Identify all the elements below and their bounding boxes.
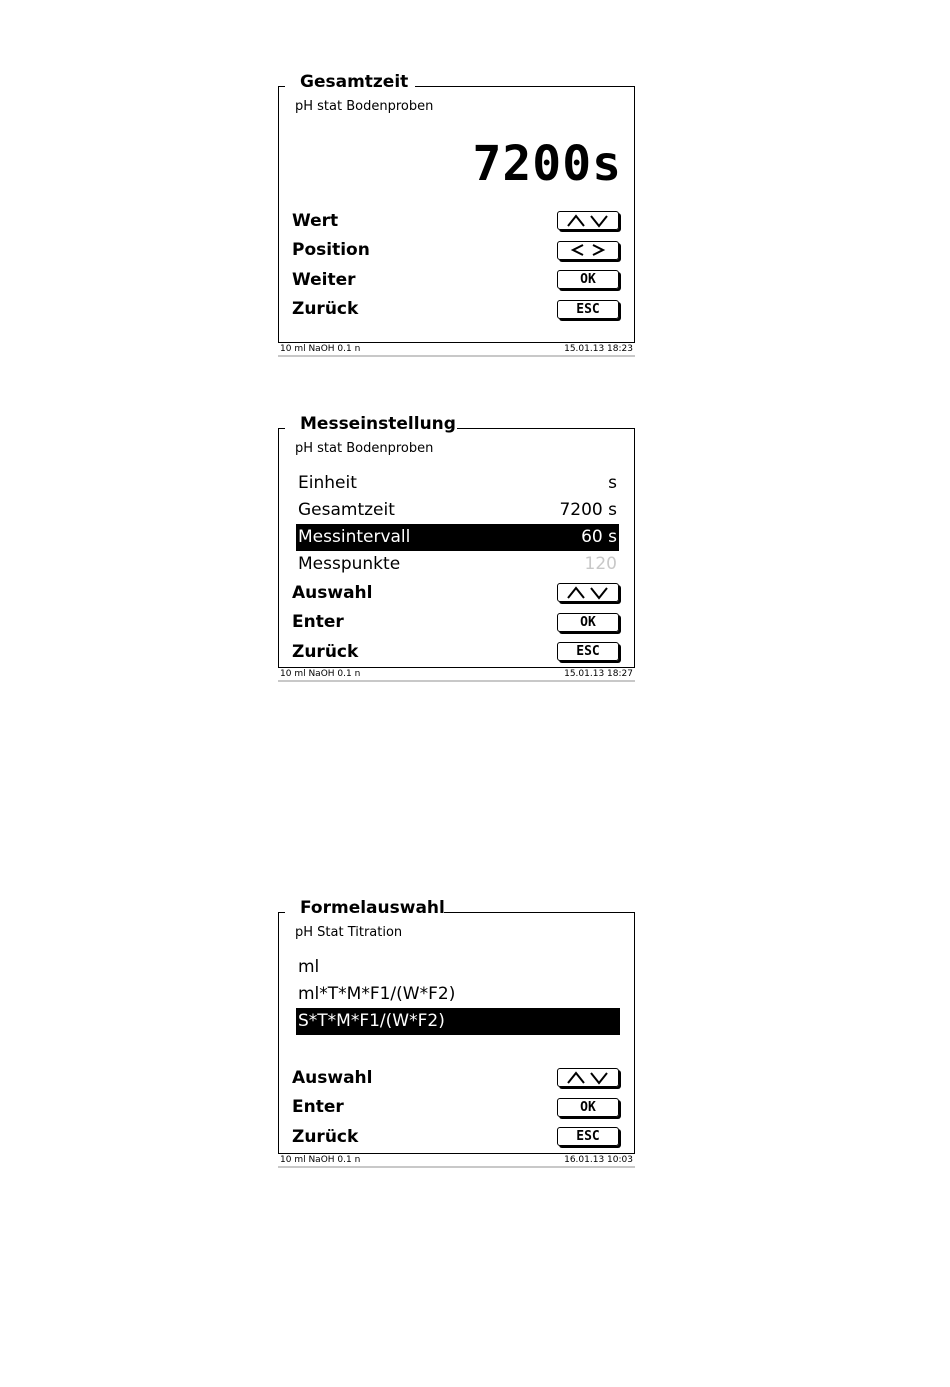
list-item-gesamtzeit[interactable] bbox=[296, 497, 619, 524]
softkey-label: Enter bbox=[292, 612, 344, 633]
method-name: pH Stat Titration bbox=[295, 925, 403, 940]
softkey-row-position bbox=[292, 236, 621, 266]
softkey-label: Position bbox=[292, 240, 370, 261]
softkey-label: Weiter bbox=[292, 269, 356, 290]
screen-gesamtzeit bbox=[278, 72, 635, 357]
softkey-row-auswahl bbox=[292, 578, 621, 608]
item-value: 120 bbox=[584, 554, 617, 574]
method-name: pH stat Bodenproben bbox=[295, 99, 434, 114]
esc-key[interactable]: ESC bbox=[557, 1127, 619, 1146]
item-label: Messpunkte bbox=[298, 554, 401, 574]
left-right-key[interactable] bbox=[557, 241, 619, 260]
softkey-label: Auswahl bbox=[292, 582, 373, 603]
formula-label: S*T*M*F1/(W*F2) bbox=[298, 1011, 445, 1031]
list-item-einheit[interactable] bbox=[296, 470, 619, 497]
status-bar bbox=[278, 1154, 635, 1168]
softkey-row-wert bbox=[292, 206, 621, 236]
softkey-row-zurueck bbox=[292, 637, 621, 667]
formula-list bbox=[296, 954, 620, 1035]
list-item-formula-selected[interactable] bbox=[296, 1008, 620, 1035]
softkey-row-enter bbox=[292, 1093, 621, 1123]
item-value: 60 s bbox=[581, 527, 617, 547]
list-item-formula[interactable] bbox=[296, 981, 620, 1008]
up-down-key[interactable] bbox=[557, 583, 619, 602]
softkey-row-weiter bbox=[292, 265, 621, 295]
list-item-messintervall[interactable] bbox=[296, 524, 619, 551]
screen-messeinstellung bbox=[278, 414, 635, 682]
timestamp: 16.01.13 10:03 bbox=[564, 1155, 633, 1165]
esc-key[interactable]: ESC bbox=[557, 642, 619, 661]
esc-key[interactable]: ESC bbox=[557, 300, 619, 319]
item-label: Einheit bbox=[298, 473, 357, 493]
item-label: Messintervall bbox=[298, 527, 411, 547]
reagent-info: 10 ml NaOH 0.1 n bbox=[280, 1155, 361, 1165]
dialog-frame bbox=[278, 898, 635, 1154]
ok-key[interactable]: OK bbox=[557, 270, 619, 289]
formula-label: ml*T*M*F1/(W*F2) bbox=[298, 984, 456, 1004]
dialog-frame bbox=[278, 72, 635, 343]
up-down-arrows-icon bbox=[565, 586, 611, 600]
dialog-title: Formelauswahl bbox=[300, 898, 445, 918]
dialog-title: Gesamtzeit bbox=[300, 72, 409, 92]
reagent-info: 10 ml NaOH 0.1 n bbox=[280, 669, 361, 679]
softkey-area bbox=[292, 1063, 621, 1152]
formula-label: ml bbox=[298, 957, 320, 977]
dialog-frame bbox=[278, 414, 635, 668]
item-value: 7200 s bbox=[559, 500, 617, 520]
up-down-arrows-icon bbox=[565, 214, 611, 228]
timestamp: 15.01.13 18:23 bbox=[564, 344, 633, 354]
ok-key[interactable]: OK bbox=[557, 613, 619, 632]
softkey-row-enter bbox=[292, 608, 621, 638]
softkey-row-zurueck bbox=[292, 295, 621, 325]
list-item-formula[interactable] bbox=[296, 954, 620, 981]
status-bar bbox=[278, 343, 635, 357]
up-down-key[interactable] bbox=[557, 1068, 619, 1087]
value-display: 7200s bbox=[472, 136, 622, 192]
ok-key[interactable]: OK bbox=[557, 1098, 619, 1117]
softkey-label: Zurück bbox=[292, 641, 359, 662]
list-item-messpunkte bbox=[296, 551, 619, 578]
softkey-label: Auswahl bbox=[292, 1067, 373, 1088]
item-value: s bbox=[608, 473, 617, 493]
timestamp: 15.01.13 18:27 bbox=[564, 669, 633, 679]
softkey-row-auswahl bbox=[292, 1063, 621, 1093]
reagent-info: 10 ml NaOH 0.1 n bbox=[280, 344, 361, 354]
up-down-arrows-icon bbox=[565, 1071, 611, 1085]
settings-list bbox=[296, 470, 619, 578]
softkey-label: Zurück bbox=[292, 1126, 359, 1147]
softkey-label: Wert bbox=[292, 210, 339, 231]
softkey-label: Zurück bbox=[292, 299, 359, 320]
softkey-area bbox=[292, 206, 621, 324]
method-name: pH stat Bodenproben bbox=[295, 441, 434, 456]
screen-formelauswahl bbox=[278, 898, 635, 1168]
left-right-arrows-icon bbox=[565, 243, 611, 257]
status-bar bbox=[278, 668, 635, 682]
softkey-area bbox=[292, 578, 621, 667]
dialog-title: Messeinstellung bbox=[300, 414, 456, 434]
item-label: Gesamtzeit bbox=[298, 500, 395, 520]
softkey-label: Enter bbox=[292, 1097, 344, 1118]
softkey-row-zurueck bbox=[292, 1122, 621, 1152]
up-down-key[interactable] bbox=[557, 211, 619, 230]
